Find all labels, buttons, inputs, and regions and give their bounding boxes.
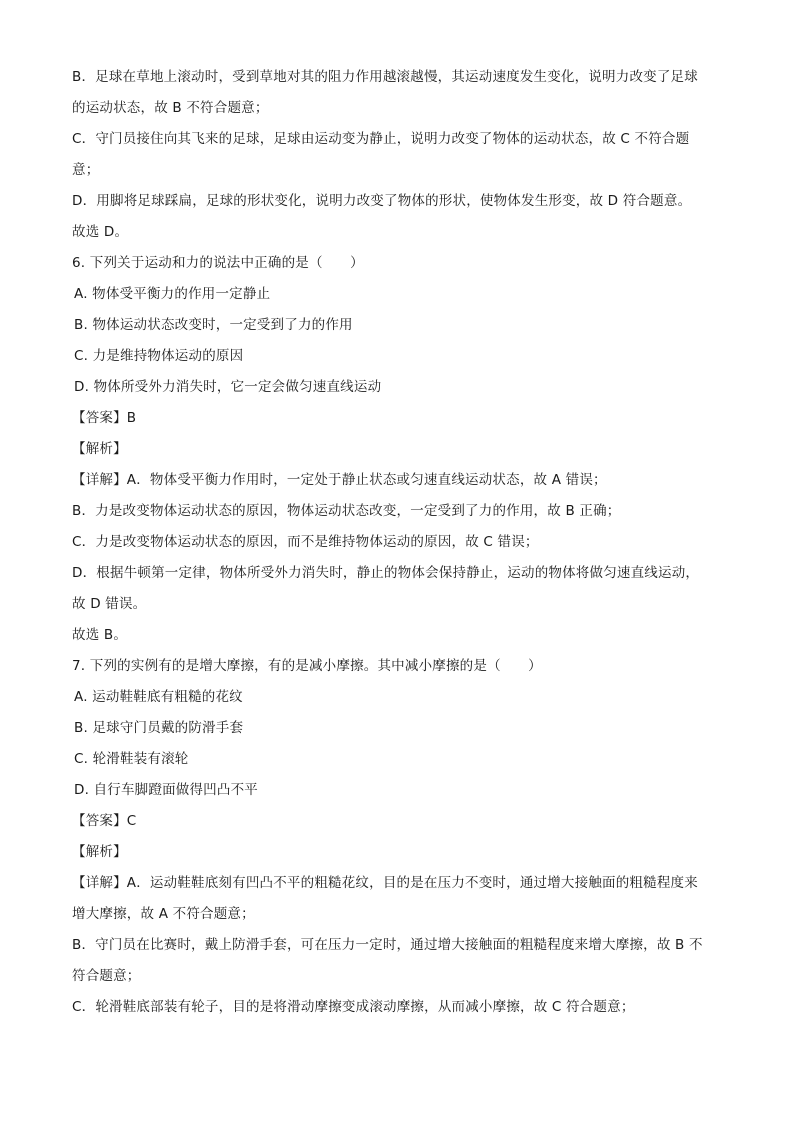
text-line: D．用脚将足球踩扁，足球的形状变化，说明力改变了物体的形状，使物体发生形变，故 D 符合题意。 xyxy=(72,193,692,209)
text-line: 故 D 错误。 xyxy=(72,596,147,612)
answer-label: 【答案】B xyxy=(72,410,137,426)
question-6-stem: 6. 下列关于运动和力的说法中正确的是（ ） xyxy=(72,255,364,271)
analysis-label: 【解析】 xyxy=(72,844,127,860)
question-6-option-c: C. 力是维持物体运动的原因 xyxy=(74,348,244,364)
analysis-label: 【解析】 xyxy=(72,441,127,457)
text-line: D．根据牛顿第一定律，物体所受外力消失时，静止的物体会保持静止，运动的物体将做匀速直线运动， xyxy=(72,565,700,581)
text-line: 故选 B。 xyxy=(72,627,128,643)
text-line: 的运动状态，故 B 不符合题意； xyxy=(72,100,269,116)
text-line: 增大摩擦，故 A 不符合题意； xyxy=(72,906,255,922)
question-7-option-d: D. 自行车脚蹬面做得凹凸不平 xyxy=(74,782,258,798)
text-line: 符合题意； xyxy=(72,968,141,984)
question-6-option-b: B. 物体运动状态改变时，一定受到了力的作用 xyxy=(74,317,353,333)
text-line: B．足球在草地上滚动时，受到草地对其的阻力作用越滚越慢，其运动速度发生变化，说明力改变了足球 xyxy=(72,69,698,85)
text-line: 意； xyxy=(72,162,100,178)
text-line: C．守门员接住向其飞来的足球，足球由运动变为静止，说明力改变了物体的运动状态，故 C 不符合题 xyxy=(72,131,690,147)
answer-label: 【答案】C xyxy=(72,813,137,829)
question-7-option-c: C. 轮滑鞋装有滚轮 xyxy=(74,751,189,767)
question-7-option-b: B. 足球守门员戴的防滑手套 xyxy=(74,720,244,736)
document-page xyxy=(72,62,718,1023)
text-line: 故选 D。 xyxy=(72,224,129,240)
text-line: 【详解】A．物体受平衡力作用时，一定处于静止状态或匀速直线运动状态，故 A 错误； xyxy=(72,472,607,488)
text-line: 【详解】A．运动鞋鞋底刻有凹凸不平的粗糙花纹，目的是在压力不变时，通过增大接触面的粗糙程度来 xyxy=(72,875,698,891)
question-6-option-d: D. 物体所受外力消失时，它一定会做匀速直线运动 xyxy=(74,379,382,395)
question-6-option-a: A. 物体受平衡力的作用一定静止 xyxy=(74,286,271,302)
question-7-option-a: A. 运动鞋鞋底有粗糙的花纹 xyxy=(74,689,243,705)
text-line: C．轮滑鞋底部装有轮子，目的是将滑动摩擦变成滚动摩擦，从而减小摩擦，故 C 符合题意； xyxy=(72,999,635,1015)
text-line: B．力是改变物体运动状态的原因，物体运动状态改变，一定受到了力的作用，故 B 正确； xyxy=(72,503,621,519)
question-7-stem: 7. 下列的实例有的是增大摩擦，有的是减小摩擦。其中减小摩擦的是（ ） xyxy=(72,658,542,674)
text-line: C．力是改变物体运动状态的原因，而不是维持物体运动的原因，故 C 错误； xyxy=(72,534,539,550)
text-line: B．守门员在比赛时，戴上防滑手套，可在压力一定时，通过增大接触面的粗糙程度来增大摩擦，故 B 不 xyxy=(72,937,703,953)
